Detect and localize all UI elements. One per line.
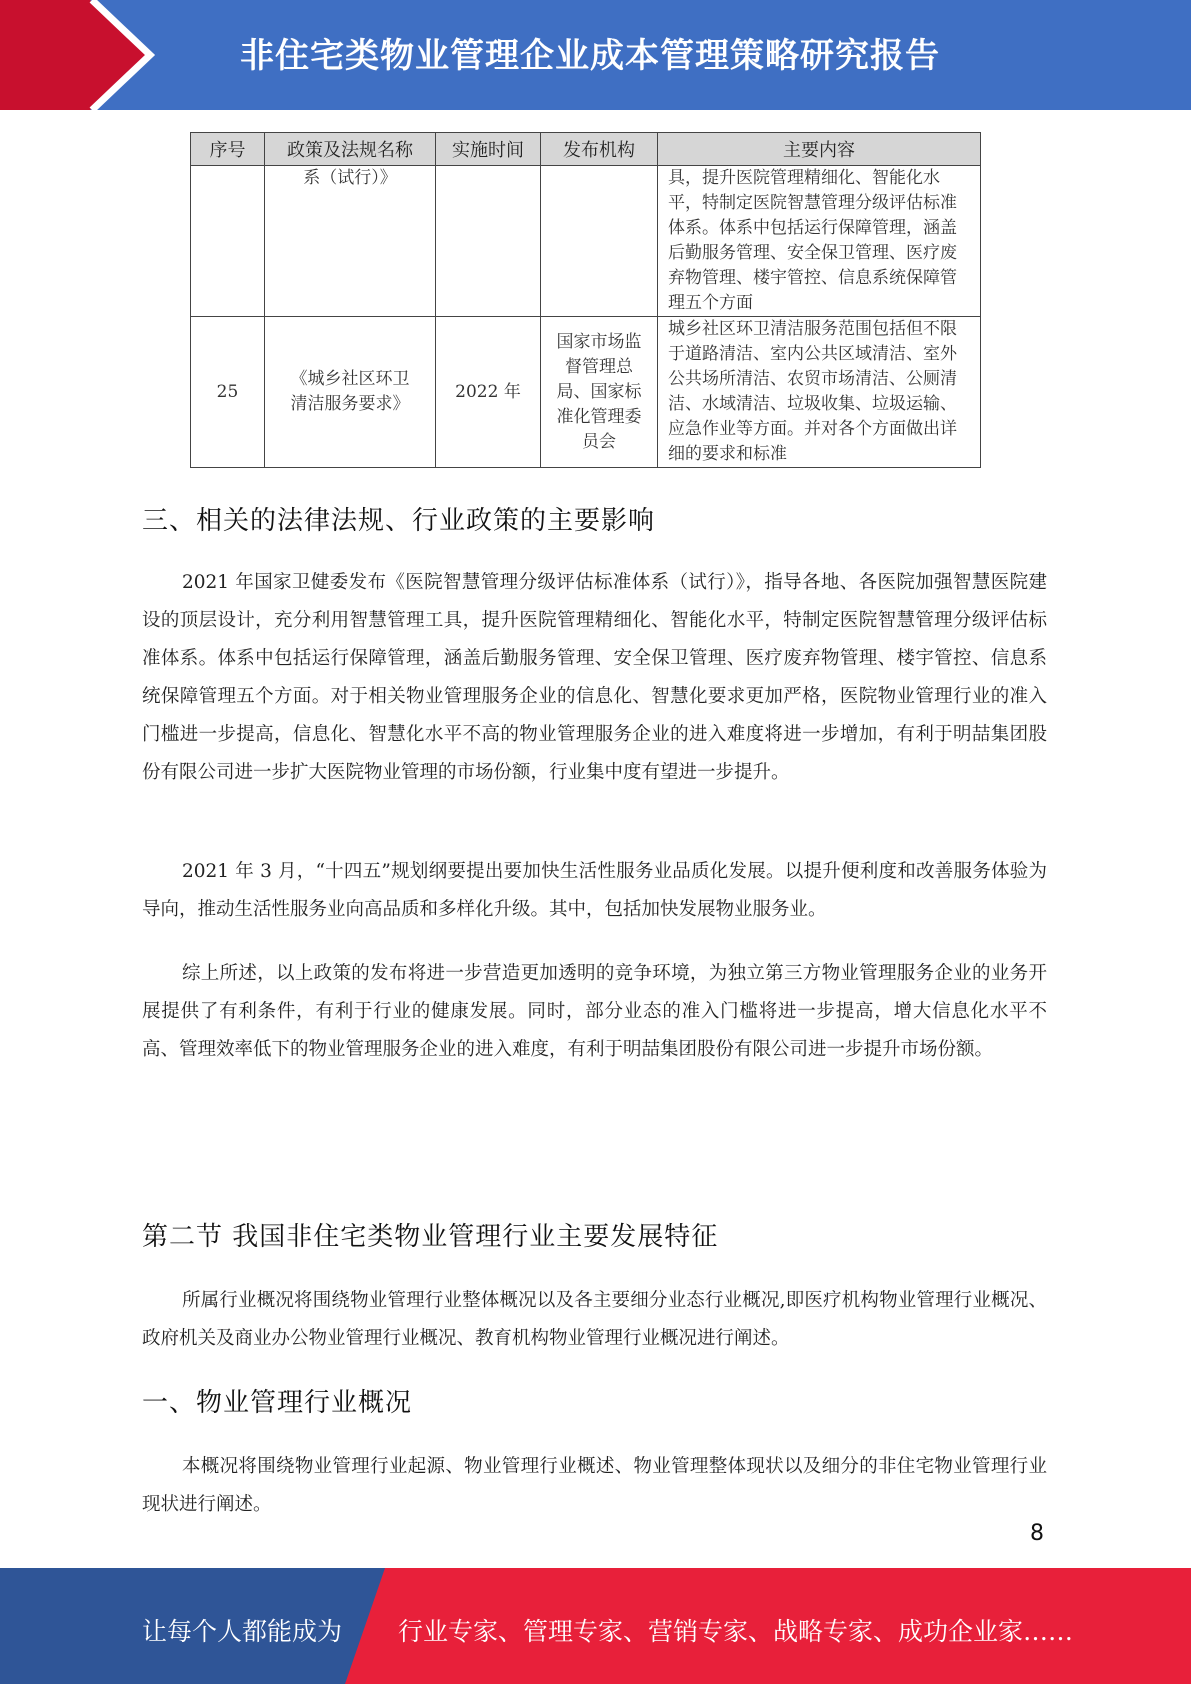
cell-content — [658, 166, 981, 317]
cell-no — [191, 166, 265, 317]
paragraph: 2021 年国家卫健委发布《医院智慧管理分级评估标准体系（试行）》，指导各地、各医院加强智慧医院建设的顶层设计，充分利用智慧管理工具，提升医院管理精细化、智能化水平，特制定医院智慧管理分级评估标准体系。体系中包括运行保障管理，涵盖后勤服务管理、安全保卫管理、医疗废弃物管理、楼宇管控、信息系统保障管理五个方面。对于相关物业管理服务企业的信息化、智慧化要求更加严格，医院物业管理行业的准入门槛进一步提高，信息化、智慧化水平不高的物业管理服务企业的进入难度将进一步增加，有利于明喆集团股份有限公司进一步扩大医院物业管理的市场份额，行业集中度有望进一步提升。 — [142, 572, 1047, 783]
cell-name: 《城乡社区环卫清洁服务要求》 — [265, 317, 436, 468]
paragraph: 本概况将围绕物业管理行业起源、物业管理行业概述、物业管理整体现状以及细分的非住宅物业管理行业现状进行阐述。 — [142, 1456, 1047, 1515]
column-header-content: 主要内容 — [658, 133, 981, 166]
cell-content — [658, 317, 981, 468]
page-footer — [0, 1568, 1191, 1684]
table-row — [191, 166, 981, 317]
page-number: 8 — [1030, 1521, 1044, 1546]
report-title: 非住宅类物业管理企业成本管理策略研究报告 — [240, 36, 940, 76]
policy-table — [190, 132, 981, 468]
section-heading: 三、相关的法律法规、行业政策的主要影响 — [142, 506, 656, 536]
page-header — [0, 0, 1191, 110]
footer-slogan-left: 让每个人都能成为 — [142, 1617, 343, 1646]
header-arrow-decoration — [0, 0, 200, 110]
table-header-row — [191, 133, 981, 166]
cell-name: 系（试行）》 — [265, 166, 436, 317]
cell-content-text: 具，提升医院管理精细化、智能化水平，特制定医院智慧管理分级评估标准体系。体系中包括运行保障管理，涵盖后勤服务管理、安全保卫管理、医疗废弃物管理、楼宇管控、信息系统保障管理五个方面 — [668, 168, 957, 313]
cell-date — [436, 166, 541, 317]
paragraph: 所属行业概况将围绕物业管理行业整体概况以及各主要细分业态行业概况,即医疗机构物业管理行业概况、政府机关及商业办公物业管理行业概况、教育机构物业管理行业概况进行阐述。 — [142, 1290, 1047, 1349]
paragraph: 2021 年 3 月，“十四五”规划纲要提出要加快生活性服务业品质化发展。以提升便利度和改善服务体验为导向，推动生活性服务业向高品质和多样化升级。其中，包括加快发展物业服务业。 — [142, 861, 1047, 920]
column-header-no: 序号 — [191, 133, 265, 166]
column-header-name: 政策及法规名称 — [265, 133, 436, 166]
footer-slogan-right: 行业专家、管理专家、营销专家、战略专家、成功企业家…… — [398, 1617, 1074, 1646]
cell-no: 25 — [191, 317, 265, 468]
cell-content-text: 城乡社区环卫清洁服务范围包括但不限于道路清洁、室内公共区域清洁、室外公共场所清洁、农贸市场清洁、公厕清洁、水域清洁、垃圾收集、垃圾运输、应急作业等方面。并对各个方面做出详细的要求和标准 — [668, 319, 957, 464]
column-header-date: 实施时间 — [436, 133, 541, 166]
paragraph: 综上所述，以上政策的发布将进一步营造更加透明的竞争环境，为独立第三方物业管理服务企业的业务开展提供了有利条件，有利于行业的健康发展。同时，部分业态的准入门槛将进一步提高，增大信息化水平不高、管理效率低下的物业管理服务企业的进入难度，有利于明喆集团股份有限公司进一步提升市场份额。 — [142, 963, 1047, 1060]
section-heading: 一、物业管理行业概况 — [142, 1388, 413, 1418]
cell-date: 2022 年 — [436, 317, 541, 468]
table-row — [191, 317, 981, 468]
column-header-publisher: 发布机构 — [541, 133, 658, 166]
section-heading: 第二节 我国非住宅类物业管理行业主要发展特征 — [142, 1222, 719, 1252]
cell-publisher: 国家市场监督管理总局、国家标准化管理委员会 — [541, 317, 658, 468]
cell-publisher — [541, 166, 658, 317]
